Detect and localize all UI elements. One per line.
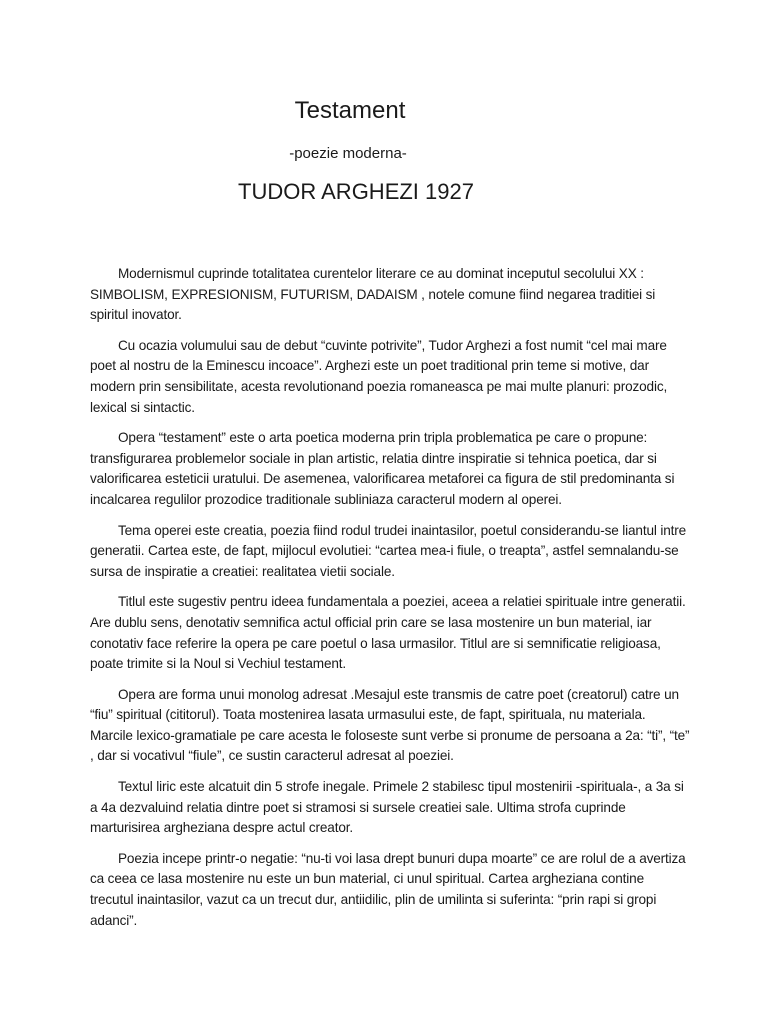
paragraph-incipit: Poezia incepe printr-o negatie: “nu-ti voi lasa drept bunuri dupa moarte” ce are rolul de a avertiza ca ceea ce lasa mostenire nu este un bun material, ci unul spiritual. Cartea argheziana contine trecutul inaintasilor, vazut ca un trecut dur, antiidilic, plin de umilinta si suferinta: “prin rapi si gropi adanci”. (90, 850, 686, 928)
document-subtitle: -poezie moderna- (289, 145, 407, 162)
author-line: TUDOR ARGHEZI 1927 (238, 179, 474, 204)
paragraph-titlul: Titlul este sugestiv pentru ideea fundamentala a poeziei, aceea a relatiei spirituale intre generatii. Are dublu sens, denotativ semnifica actul official prin care se lasa mostenire un bun material, iar conotativ face referire la opera pe care poetul o lasa urmasilor. Titlul are si semnificatie religioasa, poate trimite si la Noul si Vechiul testament. (90, 594, 686, 672)
paragraph-modernism: Modernismul cuprinde totalitatea curentelor literare ce au dominat inceputul secolului XX : SIMBOLISM, EXPRESIONISM, FUTURISM, DADAISM , notele comune fiind negarea traditiei si spiritul inovator. (90, 266, 656, 323)
paragraph-arta-poetica: Opera “testament” este o arta poetica moderna prin tripla problematica pe care o propune: transfigurarea problemelor sociale in plan artistic, relatia dintre inspiratie si tehnica poetica, dar si valorificarea esteticii uratului. De asemenea, valorificarea metaforei ca figura de stil predominanta si incalcarea regulilor prozodice traditionale subliniaza caracterul modern al operei. (90, 430, 675, 507)
paragraph-debut: Cu ocazia volumului sau de debut “cuvinte potrivite”, Tudor Arghezi a fost numit “cel mai mare poet al nostru de la Eminescu incoace”. Arghezi este un poet traditional prin teme si motive, dar modern prin sensibilitate, acesta revolutionand poezia romaneasca pe mai multe planuri: prozodic, lexical si sintactic. (90, 337, 668, 415)
paragraph-structura: Textul liric este alcatuit din 5 strofe inegale. Primele 2 stabilesc tipul mostenirii -spirituala-, a 3a si a 4a dezvaluind relatia dintre poet si stramosi si sursele creatiei sale. Ultima strofa cuprinde marturisirea argheziana despre actul creator. (90, 779, 684, 836)
document-title: Testament (294, 97, 406, 124)
document-body (90, 264, 690, 941)
paragraph-monolog: Opera are forma unui monolog adresat .Mesajul este transmis de catre poet (creatorul) catre un “fiu” spiritual (cititorul). Toata mostenirea lasata urmasului este, de fapt, spirituala, nu materiala. Marcile lexico-gramatiale pe care acesta le foloseste sunt verbe si pronume de persoana a 2a: “ti”, “te” , dar si vocativul “fiule”, ce sustin caracterul adresat al poeziei. (90, 686, 690, 764)
paragraph-tema: Tema operei este creatia, poezia fiind rodul trudei inaintasilor, poetul considerandu-se liantul intre generatii. Cartea este, de fapt, mijlocul evolutiei: “cartea mea-i fiule, o treapta”, astfel semnalandu-se sursa de inspiratie a creatiei: realitatea vietii sociale. (90, 522, 687, 579)
